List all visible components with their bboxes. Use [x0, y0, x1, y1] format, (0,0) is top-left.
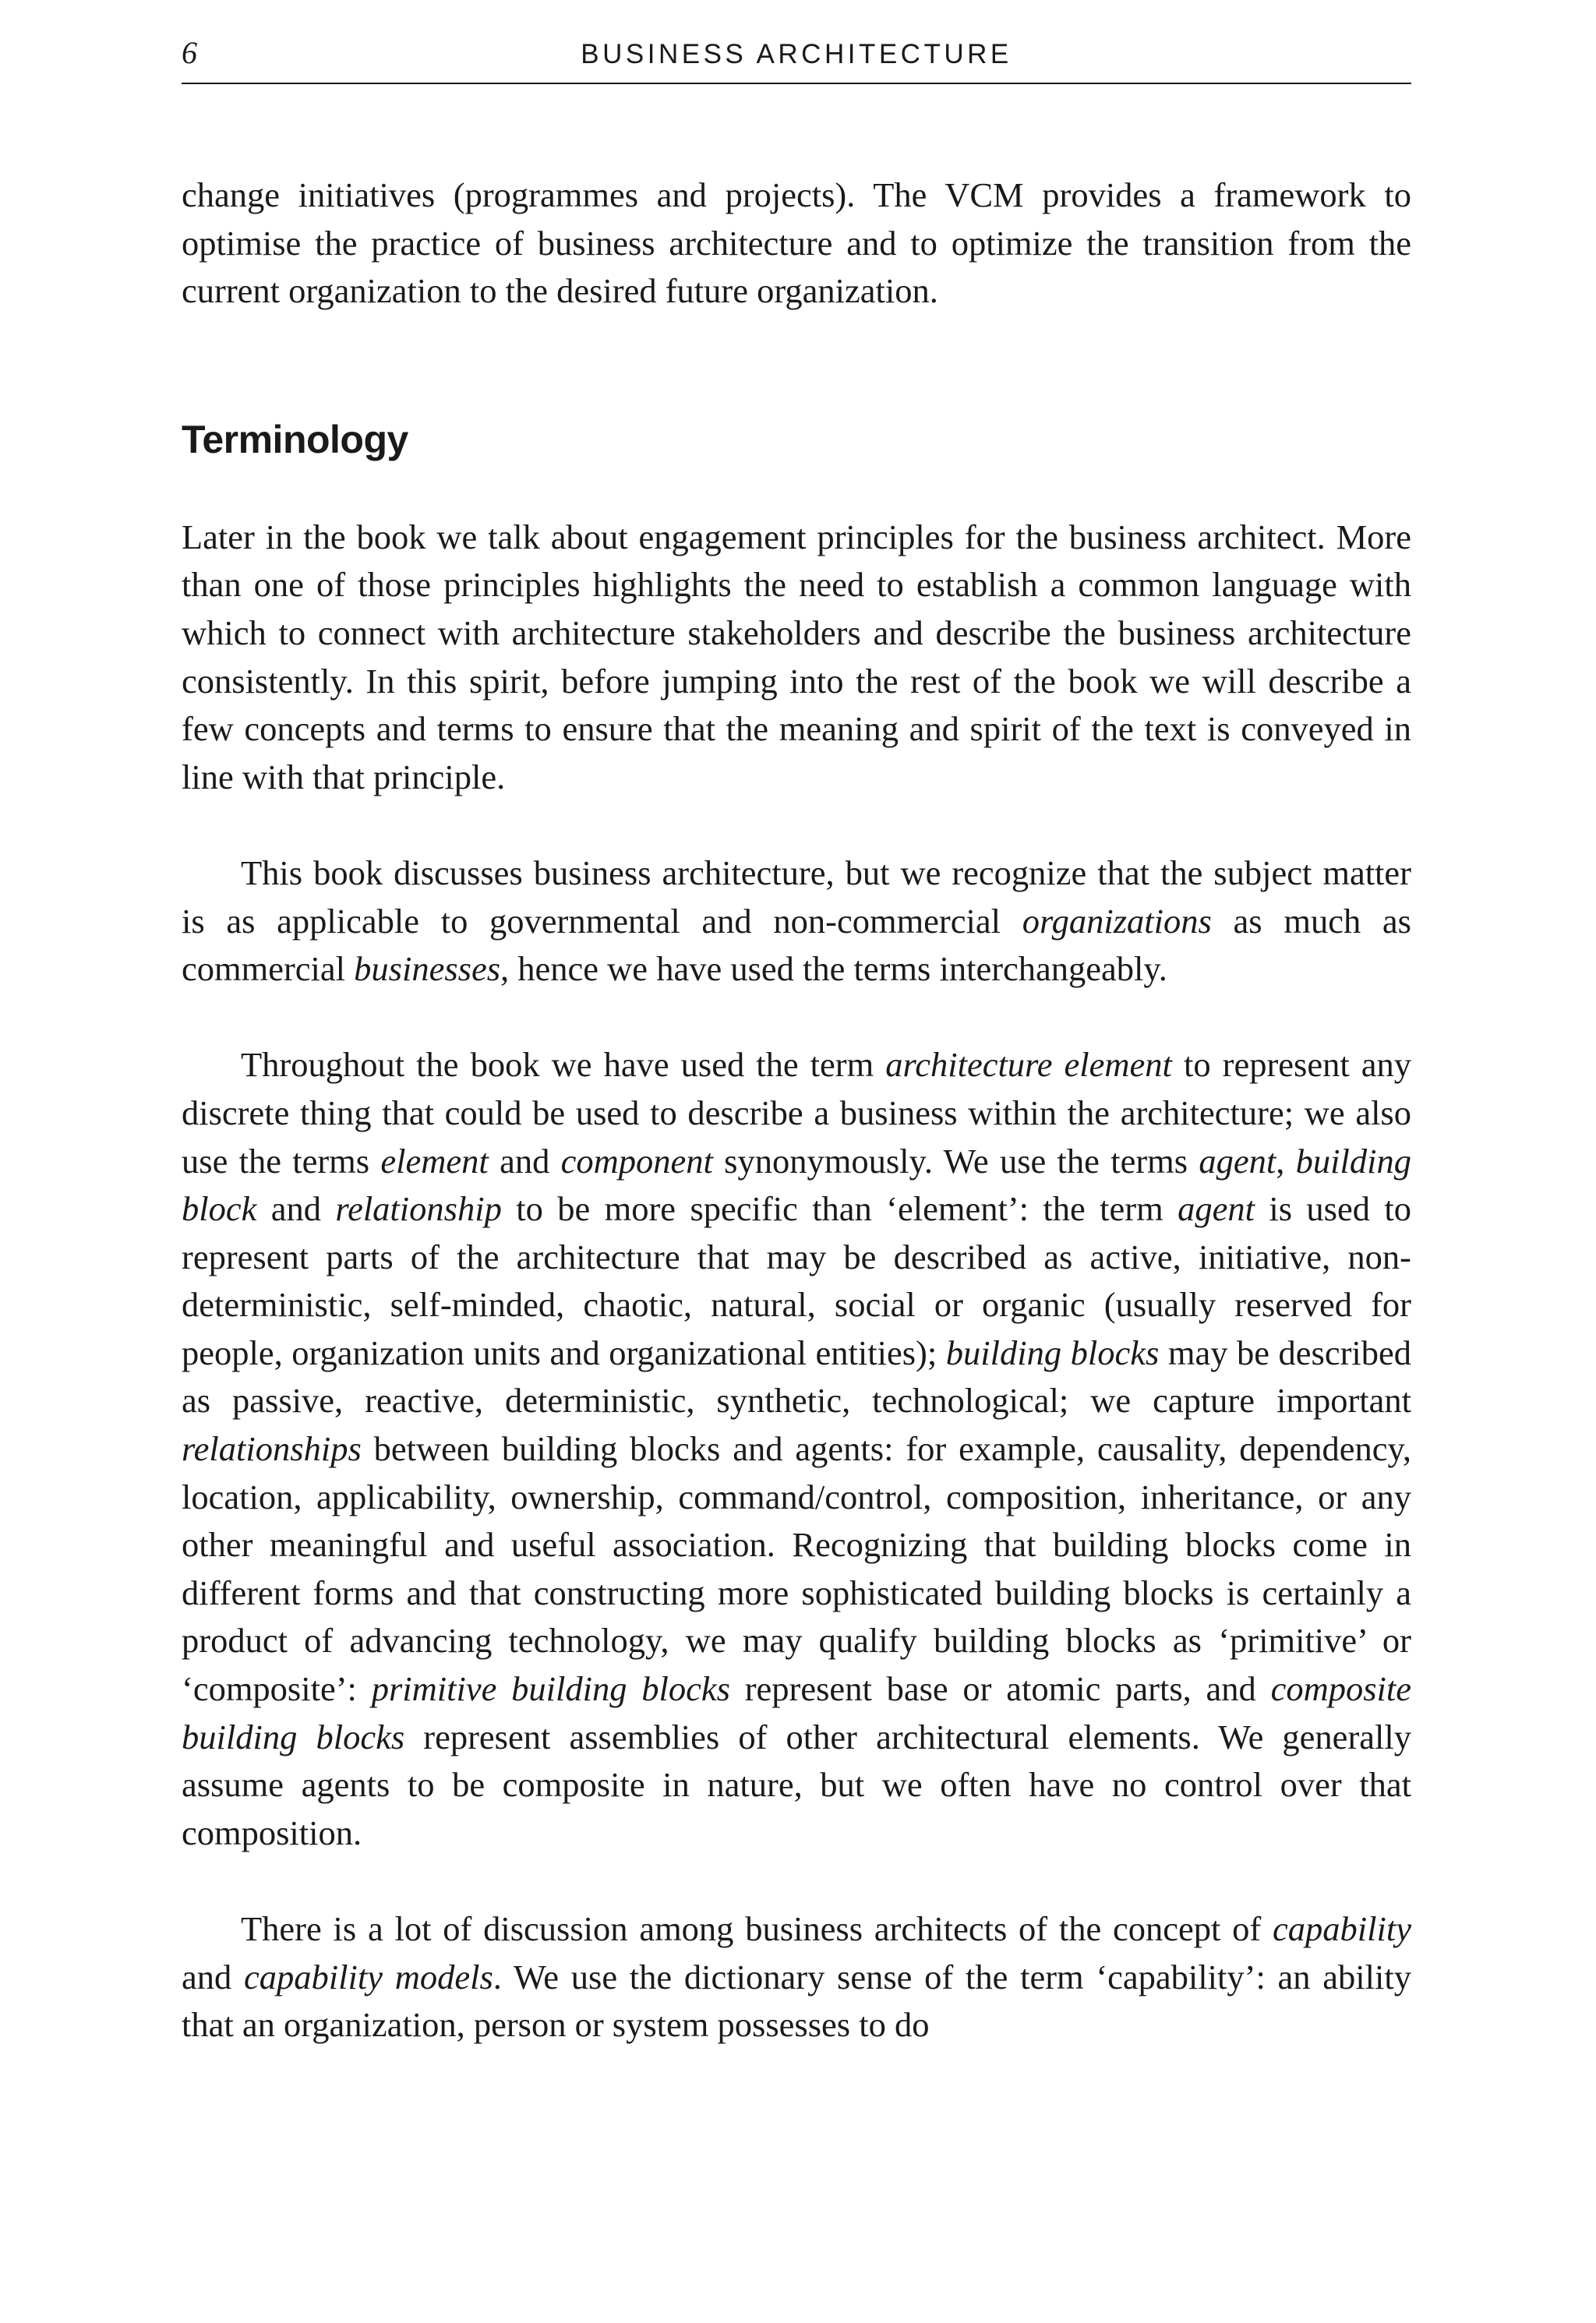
text-segment: as much as commercial	[182, 901, 1411, 989]
emphasis-term: building block	[182, 1141, 1411, 1229]
text-segment: and	[182, 1957, 244, 1996]
text-segment: to represent any discrete thing that could be used to describe a business within the architecture; we also use the terms	[182, 1045, 1412, 1181]
emphasis-term: component	[560, 1141, 713, 1181]
text-segment: This book discusses business architecture, but we recognize that the subject matter is as applicable to governmental and non-commercial	[182, 853, 1411, 941]
text-segment: There is a lot of discussion among business architects of the concept of	[241, 1909, 1273, 1948]
text-segment: is used to represent parts of the architecture that may be described as active, initiative, non-deterministic, self-minded, chaotic, natural, social or organic (usually reserved for people, organization units and organizational entities);	[182, 1189, 1411, 1372]
paragraph-capability	[182, 1905, 1411, 2049]
emphasis-term: element	[380, 1141, 489, 1181]
emphasis-term: capability models	[244, 1957, 493, 1996]
text-segment: represent assemblies of other architectural elements. We generally assume agents to be composite in nature, but we often have no control over that composition.	[182, 1717, 1411, 1852]
text-segment: represent base or atomic parts, and	[729, 1669, 1271, 1709]
emphasis-term: architecture element	[885, 1045, 1172, 1085]
emphasis-term: building blocks	[945, 1333, 1160, 1372]
section-heading: Terminology	[182, 417, 408, 461]
text-segment: , hence we have used the terms interchangeably.	[500, 949, 1167, 989]
emphasis-term: agent	[1178, 1189, 1255, 1229]
intro-paragraph: change initiatives (programmes and projects). The VCM provides a framework to optimise the practice of business architecture and to optimize the transition from the current organization to the desired future organization.	[182, 175, 1411, 311]
emphasis-term: composite building blocks	[182, 1669, 1412, 1756]
emphasis-term: agent	[1199, 1141, 1276, 1181]
emphasis-term: primitive building blocks	[371, 1669, 730, 1709]
emphasis-term: relationships	[182, 1429, 362, 1469]
page-header	[182, 34, 1411, 84]
page-number: 6	[182, 35, 197, 70]
running-title: BUSINESS ARCHITECTURE	[581, 39, 1012, 69]
text-segment: . We use the dictionary sense of the term ‘capability’: an ability that an organization, person or system possesses to do	[182, 1957, 1411, 2045]
paragraph-engagement-principles: Later in the book we talk about engagement principles for the business architect. More than one of those principles highlights the need to establish a common language with which to connect with architecture stakeholders and describe the business architecture consistently. In this spirit, before jumping into the rest of the book we will describe a few concepts and terms to ensure that the meaning and spirit of the text is conveyed in line with that principle.	[182, 517, 1411, 796]
text-segment: and	[256, 1189, 336, 1229]
text-segment: between building blocks and agents: for example, causality, dependency, location, applicability, ownership, command/control, composition, inheritance, or any other meaningful and useful association. Recognizing that building blocks come in different forms and that constructing more sophisticated building blocks is certainly a product of advancing technology, we may qualify building blocks as ‘primitive’ or ‘composite’:	[182, 1429, 1411, 1709]
emphasis-term: organizations	[1022, 901, 1212, 941]
paragraph-architecture-element	[182, 1041, 1411, 1857]
page-body	[182, 171, 1411, 2049]
emphasis-term: businesses	[354, 949, 501, 989]
text-segment: ,	[1276, 1141, 1296, 1181]
emphasis-term: relationship	[335, 1189, 502, 1229]
text-segment: may be described as passive, reactive, deterministic, synthetic, technological; we capture important	[182, 1333, 1412, 1421]
text-segment: to be more specific than ‘element’: the term	[501, 1189, 1178, 1229]
text-segment: Throughout the book we have used the term	[241, 1045, 886, 1085]
text-segment: synonymously. We use the terms	[712, 1141, 1199, 1181]
text-segment: and	[488, 1141, 561, 1181]
paragraph-organizations	[182, 849, 1411, 994]
emphasis-term: capability	[1273, 1909, 1411, 1948]
